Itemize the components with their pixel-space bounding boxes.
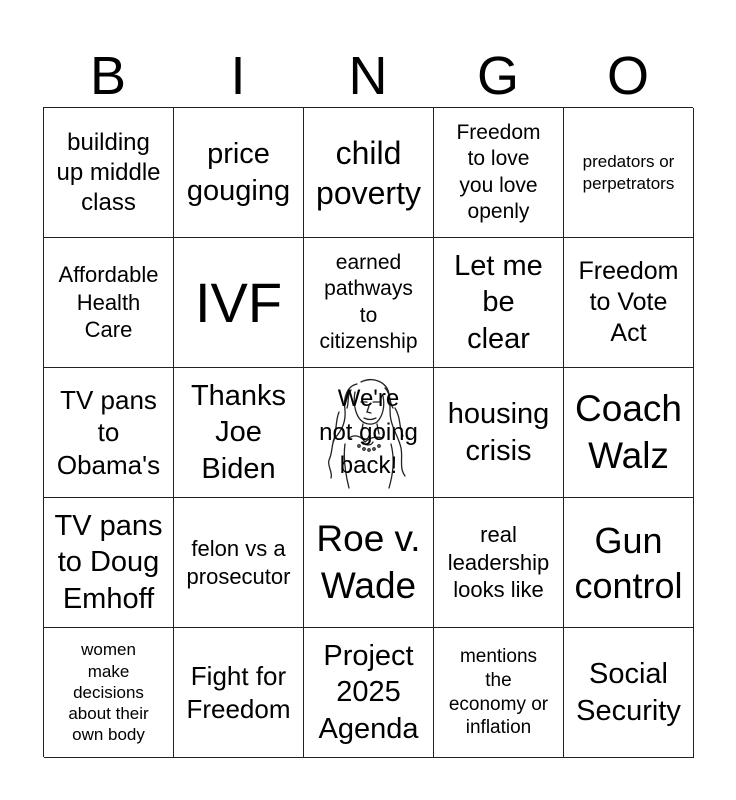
bingo-free-space[interactable] — [304, 368, 434, 498]
bingo-cell[interactable] — [304, 498, 434, 628]
bingo-cell-text: Freedom to love you love openly — [456, 121, 541, 223]
bingo-cell-text: women make decisions about their own body — [68, 640, 149, 745]
bingo-cell[interactable] — [434, 108, 564, 238]
bingo-cell-text: Coach Walz — [575, 388, 682, 476]
bingo-cell[interactable] — [44, 628, 174, 758]
bingo-cell-text: building up middle class — [56, 128, 161, 216]
bingo-cell-text: Fight for Freedom — [186, 661, 291, 724]
bingo-cell-text: child poverty — [316, 134, 421, 211]
header-letter-o: O — [606, 46, 649, 106]
header-letter-g: G — [476, 46, 519, 106]
bingo-cell-text: IVF — [194, 270, 283, 334]
bingo-cell[interactable] — [174, 238, 304, 368]
bingo-cell-text: felon vs a prosecutor — [186, 536, 291, 589]
bingo-cell-text: predators or perpetrators — [582, 152, 675, 193]
bingo-cell-text: price gouging — [186, 138, 291, 207]
bingo-cell[interactable] — [174, 628, 304, 758]
free-space-text: We're not going back! — [319, 385, 418, 480]
bingo-cell[interactable] — [564, 368, 694, 498]
bingo-cell-text: real leadership looks like — [447, 522, 550, 603]
header-letter-b: B — [89, 46, 127, 106]
bingo-header — [43, 46, 693, 106]
bingo-cell[interactable] — [44, 108, 174, 238]
bingo-cell-text: TV pans to Obama's — [56, 384, 161, 480]
bingo-cell-text: mentions the economy or inflation — [448, 646, 549, 739]
bingo-cell-text: Let me be clear — [454, 250, 543, 355]
bingo-cell[interactable] — [174, 368, 304, 498]
bingo-cell[interactable] — [434, 498, 564, 628]
bingo-cell[interactable] — [304, 628, 434, 758]
bingo-cell[interactable] — [564, 238, 694, 368]
bingo-cell-text: Social Security — [576, 658, 681, 727]
bingo-cell-text: Roe v. Wade — [316, 518, 421, 606]
bingo-cell-text: Project 2025 Agenda — [318, 640, 419, 745]
bingo-cell-text: Affordable Health Care — [58, 262, 159, 343]
bingo-cell[interactable] — [564, 108, 694, 238]
bingo-cell[interactable] — [174, 498, 304, 628]
bingo-cell-text: Gun control — [574, 519, 683, 606]
header-letter-i: I — [230, 46, 246, 106]
bingo-cell[interactable] — [44, 238, 174, 368]
bingo-cell[interactable] — [44, 368, 174, 498]
bingo-cell[interactable] — [434, 238, 564, 368]
bingo-cell-text: TV pans to Doug Emhoff — [54, 510, 163, 615]
bingo-cell[interactable] — [434, 368, 564, 498]
bingo-cell[interactable] — [304, 238, 434, 368]
header-letter-n: N — [348, 46, 388, 106]
bingo-cell[interactable] — [44, 498, 174, 628]
bingo-cell-text: earned pathways to citizenship — [319, 251, 418, 353]
bingo-cell[interactable] — [304, 108, 434, 238]
bingo-cell-text: Freedom to Vote Act — [578, 256, 679, 348]
bingo-cell[interactable] — [434, 628, 564, 758]
bingo-cell[interactable] — [174, 108, 304, 238]
bingo-cell[interactable] — [564, 628, 694, 758]
bingo-cell-text: housing crisis — [447, 398, 550, 467]
bingo-cell[interactable] — [564, 498, 694, 628]
bingo-cell-text: Thanks Joe Biden — [190, 380, 287, 485]
bingo-card-grid — [43, 107, 693, 757]
